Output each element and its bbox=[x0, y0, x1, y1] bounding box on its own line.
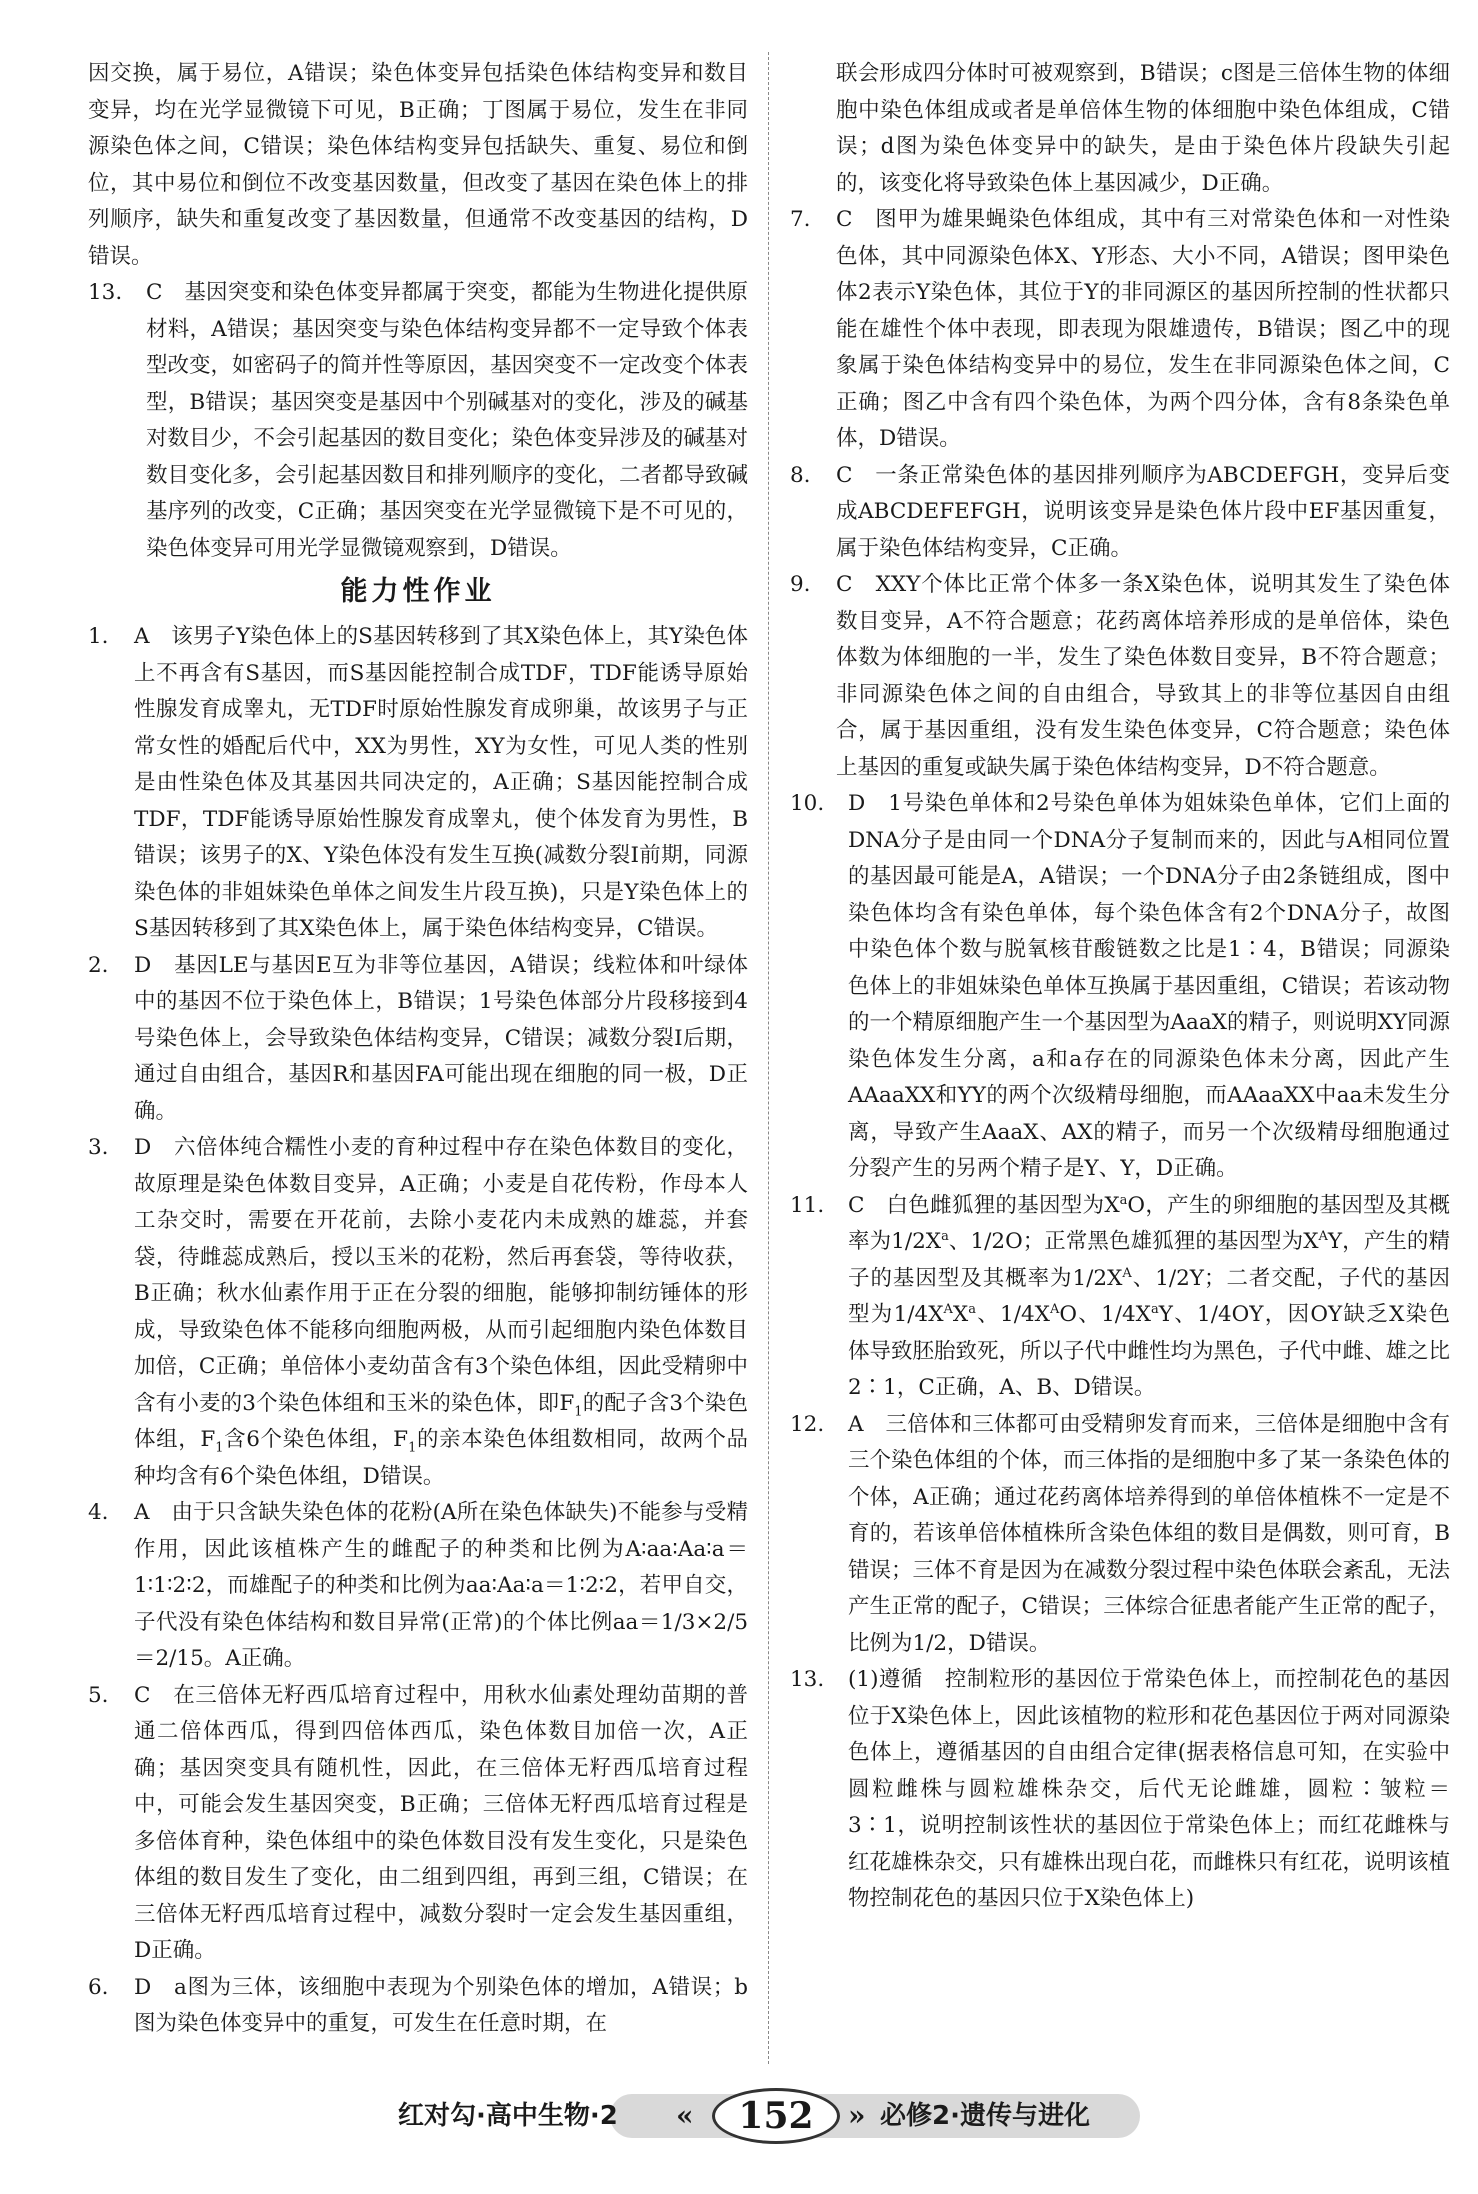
answer-item bbox=[790, 786, 1450, 1188]
item-number: 9. bbox=[790, 572, 811, 597]
item-number: 1. bbox=[88, 624, 109, 649]
answer-item bbox=[790, 1662, 1450, 1918]
item-number: 10. bbox=[790, 791, 825, 816]
item-text: 联会形成四分体时可被观察到，B错误；c图是三倍体生物的体细胞中染色体组成或者是单倍体生物的体细胞中染色体组成，C错误；d图为染色体变异中的缺失，是由于染色体片段缺失引起的，该变化将导致染色体上基因减少，D正确。 bbox=[836, 61, 1450, 196]
item-text: A 由于只含缺失染色体的花粉(A所在染色体缺失)不能参与受精作用，因此该植株产生的雌配子的种类和比例为A∶aa∶Aa∶a＝1∶1∶2∶2，而雄配子的种类和比例为aa∶Aa∶a＝1∶2∶2，若甲自交，子代没有染色体结构和数目异常(正常)的个体比例aa＝1/3×2/5＝2/15。A正确。 bbox=[134, 1500, 748, 1671]
item-text: C 在三倍体无籽西瓜培育过程中，用秋水仙素处理幼苗期的普通二倍体西瓜，得到四倍体西瓜，染色体数目加倍一次，A正确；基因突变具有随机性，因此，在三倍体无籽西瓜培育过程中，可能会发生基因突变，B正确；三倍体无籽西瓜培育过程是多倍体育种，染色体组中的染色体数目没有发生变化，只是染色体组的数目发生了变化，由二组到四组，再到三组，C错误；在三倍体无籽西瓜培育过程中，减数分裂时一定会发生基因重组，D正确。 bbox=[134, 1682, 748, 1963]
item-text: C 图甲为雄果蝇染色体组成，其中有三对常染色体和一对性染色体，其中同源染色体X、Y形态、大小不同，A错误；图甲染色体2表示Y染色体，其位于Y的非同源区的基因所控制的性状都只能在雄性个体中表现，即表现为限雄遗传，B错误；图乙中的现象属于染色体结构变异中的易位，发生在非同源染色体之间，C正确；图乙中含有四个染色体，为两个四分体，含有8条染色单体，D错误。 bbox=[836, 207, 1450, 451]
item-text: (1)遵循 控制粒形的基因位于常染色体上，而控制花色的基因位于X染色体上，因此该植物的粒形和花色基因位于两对同源染色体上，遵循基因的自由组合定律(据表格信息可知，在实验中圆粒雌株与圆粒雄株杂交，后代无论雌雄，圆粒∶皱粒＝3∶1，说明控制该性状的基因位于常染色体上；而红花雌株与红花雄株杂交，只有雄株出现白花，而雌株只有红花，说明该植物控制花色的基因只位于X染色体上) bbox=[848, 1667, 1451, 1911]
book-volume-label: 必修2·遗传与进化 bbox=[880, 2101, 1090, 2131]
item-number: 8. bbox=[790, 462, 811, 488]
answer-item bbox=[88, 948, 748, 1131]
column-divider bbox=[768, 52, 769, 2064]
item-number: 7. bbox=[790, 207, 811, 232]
item-number: 2. bbox=[88, 952, 109, 978]
item-text: C 基因突变和染色体变异都属于突变，都能为生物进化提供原材料，A错误；基因突变与染色体结构变异都不一定导致个体表型改变，如密码子的简并性等原因，基因突变不一定改变个体表型，B错误；基因突变是基因中个别碱基对的变化，涉及的碱基对数目少，不会引起基因的数目变化；染色体变异涉及的碱基对数目变化多，会引起基因数目和排列顺序的变化，二者都导致碱基序列的改变，C正确；基因突变在光学显微镜下是不可见的，染色体变异可用光学显微镜观察到，D错误。 bbox=[146, 280, 749, 561]
answer-item-continued bbox=[790, 56, 1450, 202]
item-text: D a图为三体，该细胞中表现为个别染色体的增加，A错误；b图为染色体变异中的重复，可发生在任意时期，在 bbox=[134, 1974, 748, 2036]
item-number: 4. bbox=[88, 1500, 109, 1525]
item-number: 6. bbox=[88, 1974, 109, 2000]
answer-item bbox=[790, 458, 1450, 568]
answer-item bbox=[790, 567, 1450, 786]
item-text: D 六倍体纯合糯性小麦的育种过程中存在染色体数目的变化，故原理是染色体数目变异，A正确；小麦是自花传粉，作母本人工杂交时，需要在开花前，去除小麦花内未成熟的雄蕊，并套袋，待雌蕊成熟后，授以玉米的花粉，然后再套袋，等待收获，B正确；秋水仙素作用于正在分裂的细胞，能够抑制纺锤体的形成，导致染色体不能移向细胞两极，从而引起细胞内染色体数目加倍，C正确；单倍体小麦幼苗含有3个染色体组，因此受精卵中含有小麦的3个染色体组和玉米的染色体，即$F_1$的配子含3个染色体组，$F_1$含6个染色体组，$F_1$的亲本染色体组数相同，故两个品种均含有6个染色体组，D错误。 bbox=[134, 1135, 748, 1489]
page-footer bbox=[0, 2088, 1478, 2148]
continued-paragraph: 因交换，属于易位，A错误；染色体变异包括染色体结构变异和数目变异，均在光学显微镜下可见，B正确；丁图属于易位，发生在非同源染色体之间，C错误；染色体结构变异包括缺失、重复、易位和倒位，其中易位和倒位不改变基因数量，但改变了基因在染色体上的排列顺序，缺失和重复改变了基因数量，但通常不改变基因的结构，D错误。 bbox=[88, 61, 748, 269]
item-text: D 基因LE与基因E互为非等位基因，A错误；线粒体和叶绿体中的基因不位于染色体上，B错误；1号染色体部分片段移接到4号染色体上，会导致染色体结构变异，C错误；减数分裂Ⅰ后期，通过自由组合，基因R和基因FA可能出现在细胞的同一极，D正确。 bbox=[134, 952, 748, 1124]
answer-item bbox=[790, 1188, 1450, 1407]
item-number: 13. bbox=[790, 1667, 825, 1692]
book-series-label: 红对勾·高中生物·2 bbox=[398, 2101, 618, 2131]
answer-item bbox=[88, 619, 748, 948]
answer-item bbox=[88, 1130, 748, 1495]
right-guillemet-icon: » bbox=[848, 2099, 866, 2132]
item-text: D 1号染色单体和2号染色单体为姐妹染色单体，它们上面的DNA分子是由同一个DNA分子复制而来的，因此与A相同位置的基因最可能是A，A错误；一个DNA分子由2条链组成，图中染色体均含有染色单体，每个染色体含有2个DNA分子，故图中染色体个数与脱氧核苷酸链数之比是1∶4，B错误；同源染色体上的非姐妹染色单体互换属于基因重组，C错误；若该动物的一个精原细胞产生一个基因型为AaaX的精子，则说明XY同源染色体发生分离，a和a存在的同源染色体未分离，因此产生AAaaXX和YY的两个次级精母细胞，而AAaaXX中aa未发生分离，导致产生AaaX、AX的精子，而另一个次级精母细胞通过分裂产生的另两个精子是Y、Y，D正确。 bbox=[848, 791, 1450, 1181]
item-number: 11. bbox=[790, 1192, 825, 1218]
item-number: 13. bbox=[88, 280, 123, 305]
item-text: C 一条正常染色体的基因排列顺序为ABCDEFGH，变异后变成ABCDEFEFGH，说明该变异是染色体片段中EF基因重复，属于染色体结构变异，C正确。 bbox=[836, 462, 1450, 561]
left-guillemet-icon: « bbox=[676, 2099, 694, 2132]
item-number: 5. bbox=[88, 1682, 109, 1708]
answer-item bbox=[88, 1678, 748, 1970]
item-text: A 该男子Y染色体上的S基因转移到了其X染色体上，其Y染色体上不再含有S基因，而S基因能控制合成TDF，TDF能诱导原始性腺发育成睾丸，无TDF时原始性腺发育成卵巢，故该男子与正常女性的婚配后代中，XX为男性，XY为女性，可见人类的性别是由性染色体及其基因共同决定的，A正确；S基因能控制合成TDF，TDF能诱导原始性腺发育成睾丸，使个体发育为男性，B错误；该男子的X、Y染色体没有发生互换(减数分裂Ⅰ前期，同源染色体的非姐妹染色单体之间发生片段互换)，只是Y染色体上的S基因转移到了其X染色体上，属于染色体结构变异，C错误。 bbox=[134, 624, 748, 941]
answer-item bbox=[88, 1970, 748, 2043]
answer-item bbox=[790, 202, 1450, 458]
page-number: 152 bbox=[712, 2088, 840, 2144]
left-column bbox=[88, 56, 748, 2043]
section-heading: 能力性作业 bbox=[340, 576, 496, 607]
item-text: C XXY个体比正常个体多一条X染色体，说明其发生了染色体数目变异，A不符合题意；花药离体培养形成的是单倍体，染色体数为体细胞的一半，发生了染色体数目变异，B不符合题意；非同源染色体之间的自由组合，导致其上的非等位基因自由组合，属于基因重组，没有发生染色体变异，C符合题意；染色体上基因的重复或缺失属于染色体结构变异，D不符合题意。 bbox=[836, 572, 1450, 780]
answer-item bbox=[790, 1407, 1450, 1663]
item-text: C 白色雌狐狸的基因型为$X^aO$，产生的卵细胞的基因型及其概率为$1/2X^a$、1/2O；正常黑色雄狐狸的基因型为$X^AY$，产生的精子的基因型及其概率为$1/2X^A$、1/2Y；二者交配，子代的基因型为$1/4X^AX^a$、$1/4X^AO$、$1/4X^aY$、1/4OY，因OY缺乏X染色体导致胚胎致死，所以子代中雌性均为黑色，子代中雌、雄之比2∶1，C正确，A、B、D错误。 bbox=[848, 1192, 1451, 1400]
item-text: A 三倍体和三体都可由受精卵发育而来，三倍体是细胞中含有三个染色体组的个体，而三体指的是细胞中多了某一条染色体的个体，A正确；通过花药离体培养得到的单倍体植株不一定是不育的，若该单倍体植株所含染色体组的数目是偶数，则可育，B错误；三体不育是因为在减数分裂过程中染色体联会紊乱，无法产生正常的配子，C错误；三体综合征患者能产生正常的配子，比例为1/2，D错误。 bbox=[848, 1411, 1451, 1656]
answer-item bbox=[88, 1495, 748, 1678]
right-column bbox=[790, 56, 1450, 1918]
answer-item bbox=[88, 275, 748, 567]
item-number: 3. bbox=[88, 1135, 109, 1160]
item-number: 12. bbox=[790, 1411, 825, 1437]
